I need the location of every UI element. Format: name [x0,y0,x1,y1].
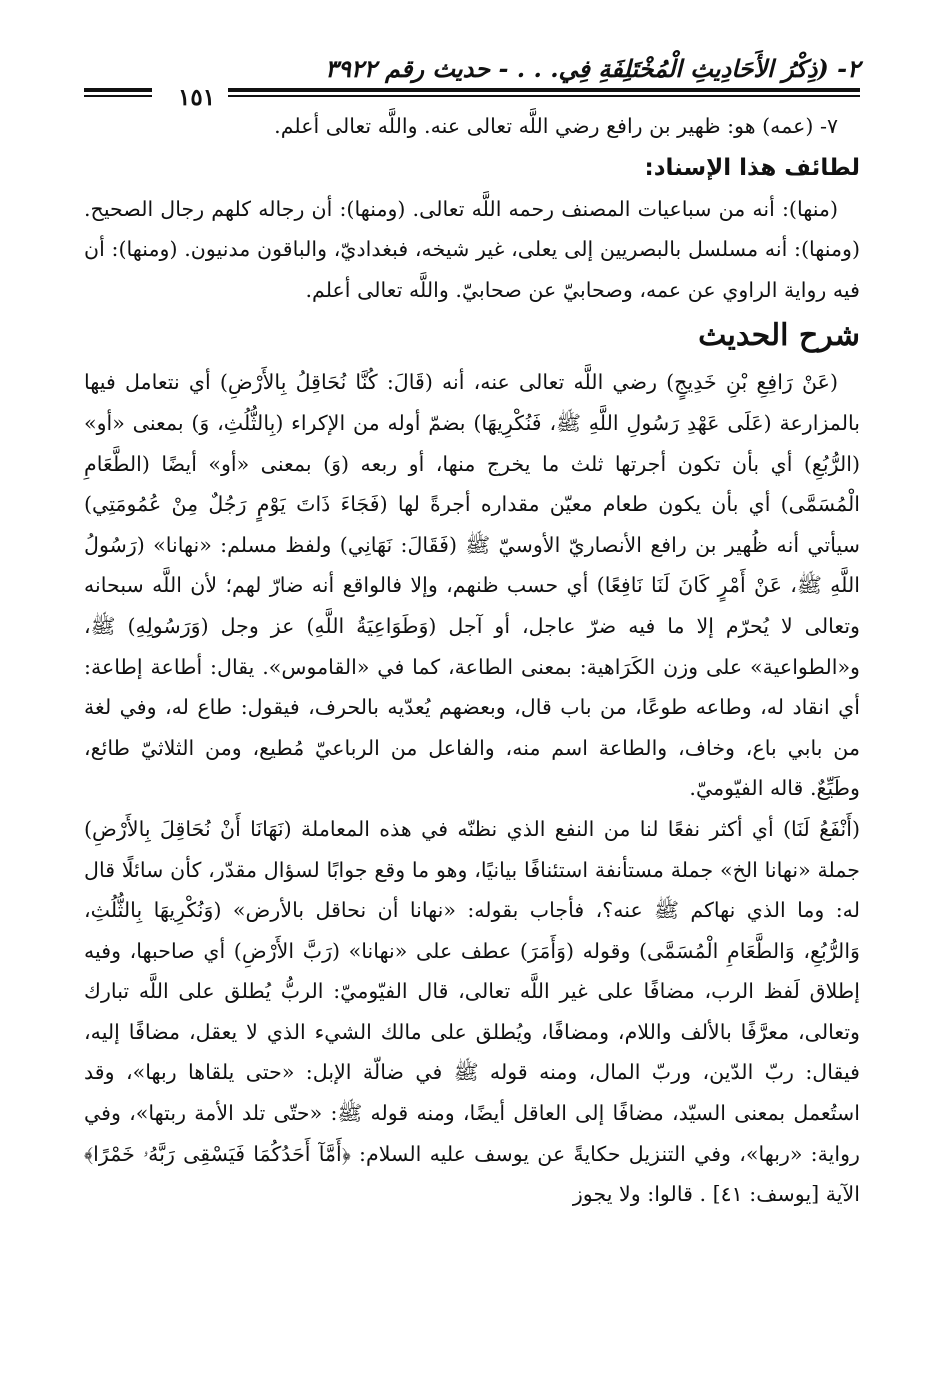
section-title: شرح الحديث [698,318,860,354]
running-title: ٢- (ذِكْرُ الأَحَادِيثِ الْمُخْتَلِفَةِ فِي. . . - حديث رقم ٣٩٢٢ [325,54,860,83]
sharh-paragraph-2: (أَنْفَعُ لَنَا) أي أكثر نفعًا لنا من النفع الذي نظنّه في هذه المعاملة (نَهَانَا أَنْ نُحَاقِلَ بِالأَرْضِ) جملة «نهانا الخ» جملة مستأنفة استئنافًا بيانيًا، وهو ما وقع جوابًا لسؤال مقدّر، كأن سائلًا قال له: وما الذي نهاكم ﷺ عنه؟، فأجاب بقوله: «نهانا أن نحاقل بالأرض» (وَنُكْرِيهَا بِالثُّلُثِ، وَالرُّبُعِ، وَالطَّعَامِ الْمُسَمَّى) وقوله (وَأَمَرَ) عطف على «نهانا» (رَبَّ الأَرْضِ) أي صاحبها، وفيه إطلاق لَفظ الرب، مضافًا على غير اللَّه تعالى، قال الفيّوميّ: الربُّ يُطلق على اللَّه تبارك وتعالى، معرَّفًا بالألف واللام، ومضافًا، ويُطلق على مالك الشيء الذي لا يعقل، مضافًا إليه، فيقال: ربّ الدّين، وربّ المال، ومنه قوله ﷺ في ضالّة الإبل: «حتى يلقاها ربها»، وقد استُعمل بمعنى السيّد، مضافًا إلى العاقل أيضًا، ومنه قوله ﷺ: «حتّى تلد الأمة ربتها»، وفي رواية: «ربها»، وفي التنزيل حكايةً عن يوسف عليه السلام: ﴿أَمَّآ أَحَدُكُمَا فَيَسْقِى رَبَّهُۥ خَمْرًا﴾ الآية [يوسف: ٤١] . قالوا: ولا يجوز [84,816,860,1207]
narrator-note: ٧- (عمه) هو: ظهير بن رافع رضي اللَّه تعالى عنه. واللَّه تعالى أعلم. [274,114,838,138]
page-number: ١٥١ [178,84,216,111]
header-rule [228,88,860,97]
document-page [84,40,860,1340]
page-header [84,40,860,111]
lataif-paragraph: (منها): أنه من سباعيات المصنف رحمه اللَّه تعالى. (ومنها): أن رجاله كلهم رجال الصحيح. (ومنها): أنه مسلسل بالبصريين إلى يعلى، غير شيخه، فبغداديّ، والباقون مدنيون. (ومنها): أن فيه رواية الراوي عن عمه، وصحابيّ عن صحابيّ. واللَّه تعالى أعلم. [84,196,860,302]
header-rule-left [84,88,152,97]
body-text [84,106,860,1215]
subheading-lataif: لطائف هذا الإسناد: [644,154,860,181]
sharh-paragraph-1: (عَنْ رَافِعِ بْنِ خَدِيجٍ) رضي اللَّه تعالى عنه، أنه (قَالَ: كُنَّا نُحَاقِلُ بِالأَرْضِ) أي نتعامل فيها بالمزارعة (عَلَى عَهْدِ رَسُولِ اللَّهِ ﷺ، فَنُكْرِيهَا) بضمّ أوله من الإكراء (بِالثُّلُثِ، وَ) بمعنى «أو» (الرُّبُعِ) أي بأن تكون أجرتها ثلث ما يخرج منها، أو ربعه (وَ) بمعنى «أو» أيضًا (الطَّعَامِ الْمُسَمَّى) أي بأن يكون طعام معيّن مقداره أجرةً لها (فَجَاءَ ذَاتَ يَوْمٍ رَجُلٌ مِنْ عُمُومَتِي) سيأتي أنه ظُهير بن رافع الأنصاريّ الأوسيّ ﷺ (فَقَالَ: نَهَانِي) ولفظ مسلم: «نهانا» (رَسُولُ اللَّهِ ﷺ، عَنْ أَمْرٍ كَانَ لَنَا نَافِعًا) أي حسب ظنهم، وإلا فالواقع أنه ضارّ لهم؛ لأن اللَّه سبحانه وتعالى لا يُحرّم إلا ما فيه ضرّ عاجل، أو آجل (وَطَوَاعِيَةُ اللَّهِ) عز وجل (وَرَسُولِهِ) ﷺ، و«الطواعية» على وزن الكَرَاهية: بمعنى الطاعة، كما في «القاموس». يقال: أطاعة إطاعة: أي انقاد له، وطاعه طوعًا، من باب قال، وبعضهم يُعدّيه بالحرف، فيقول: طاع له، وفي لغة من بابي باع، وخاف، والطاعة اسم منه، والفاعل من الرباعيّ مُطيع، ومن الثلاثيّ طائع، وطَيِّعٌ. قاله الفيّوميّ. [84,370,860,801]
